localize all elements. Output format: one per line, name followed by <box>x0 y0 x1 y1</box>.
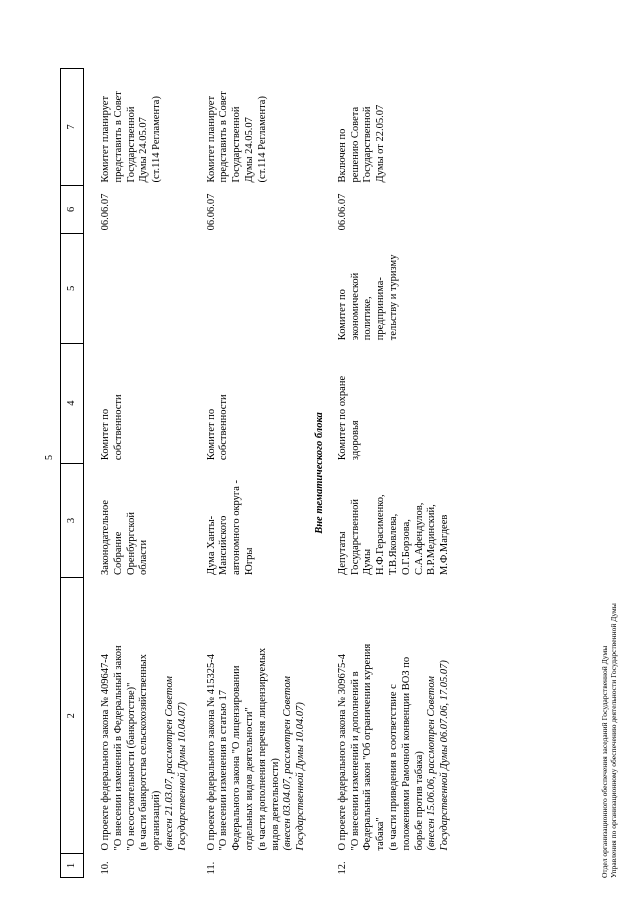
status-line: Государственной <box>231 106 243 183</box>
author-line: Государственной <box>349 499 361 575</box>
status-note <box>204 69 308 186</box>
status-line: Думы 24.05.07 <box>138 117 150 183</box>
author-line: Т.В.Яковлева, <box>387 513 399 575</box>
footer-line: Управления по организационному обеспечению деятельности Государственной Думы <box>609 603 619 878</box>
bill-title-line: отдельных видов деятельности" <box>243 707 255 851</box>
bill-title-line: (в части дополнения перечня лицензируемых <box>256 647 268 851</box>
spacer <box>84 69 99 878</box>
agenda-table <box>60 68 452 878</box>
status-note <box>335 69 452 186</box>
status-line: Государственной <box>362 106 374 183</box>
bill-note-line: (внесен 15.06.06, рассмотрен Советом <box>426 676 438 851</box>
responsible-committee <box>98 343 190 463</box>
bill-note-line: Государственной Думы 10.04.07) <box>295 702 307 851</box>
review-date: 06.06.07 <box>100 193 111 231</box>
column-header-7: 7 <box>61 69 84 186</box>
author-line: Югры <box>243 547 255 575</box>
cosponsor-line: предпринима- <box>375 277 387 341</box>
committee-line: здоровья <box>349 420 361 461</box>
status-line: решению Совета <box>349 106 361 183</box>
table-row <box>204 69 308 878</box>
bill-title <box>204 578 308 854</box>
author-line: С.А.Афендулов, <box>413 502 425 575</box>
co-executor-committee <box>335 233 452 343</box>
page-number: 5 <box>44 455 55 460</box>
committee-line: Комитет по охране <box>336 375 348 461</box>
status-line: представить в Совет <box>218 91 230 183</box>
bill-title-line: "О внесении изменений и дополнений в <box>349 671 361 851</box>
bill-title-line: "О внесении изменения в статью 17 <box>218 690 230 851</box>
author-line: автономного округа - <box>231 480 243 575</box>
bill-note-line: Государственной Думы 10.04.07) <box>176 702 188 851</box>
bill-author <box>335 463 452 578</box>
row-number: 11. <box>205 861 217 875</box>
column-header-6: 6 <box>61 185 84 233</box>
status-line: Комитет планирует <box>100 95 111 183</box>
bill-title-line: (в части приведения в соответствие с <box>387 684 399 851</box>
status-line: представить в Совет <box>112 91 124 183</box>
bill-title-line: О проекте федерального закона № 309675-4 <box>336 654 348 851</box>
cosponsor-line: политике, <box>362 296 374 341</box>
row-number: 12. <box>336 861 348 875</box>
co-executor-committee <box>204 233 308 343</box>
status-line: (ст.114 Регламента) <box>151 96 163 183</box>
bill-title-line: (в части банкротства сельскохозяйственных <box>138 654 150 851</box>
status-note <box>98 69 190 186</box>
responsible-committee <box>204 343 308 463</box>
column-header-4: 4 <box>61 343 84 463</box>
responsible-committee <box>335 343 452 463</box>
bill-title <box>98 578 190 854</box>
committee-line: собственности <box>218 394 230 461</box>
bill-author <box>98 463 190 578</box>
author-line: В.Р.Мединский, <box>426 504 438 575</box>
column-header-3: 3 <box>61 463 84 578</box>
column-number-header <box>61 69 84 878</box>
committee-line: собственности <box>112 394 124 461</box>
cosponsor-line: Комитет по <box>336 289 348 341</box>
author-line: Собрание <box>112 531 124 575</box>
column-header-2: 2 <box>61 578 84 854</box>
author-line: Думы <box>362 548 374 575</box>
block-heading: Вне тематического блока <box>313 412 325 534</box>
author-line: М.Ф.Магдеев <box>439 514 451 575</box>
author-line: О.Г.Борзова, <box>400 519 412 575</box>
bill-title <box>335 578 452 854</box>
bill-note-line: (внесен 03.04.07, рассмотрен Советом <box>282 676 294 851</box>
committee-line: Комитет по <box>100 408 111 461</box>
table-row <box>98 69 190 878</box>
bill-title-line: О проекте федерального закона № 415325-4 <box>205 654 217 851</box>
author-line: Н.Ф.Герасименко, <box>375 494 387 575</box>
column-header-5: 5 <box>61 233 84 343</box>
spacer <box>190 69 204 878</box>
bill-title-line: табака" <box>375 817 387 851</box>
cosponsor-line: экономической <box>349 272 361 341</box>
bill-title-line: О проекте федерального закона № 409647-4 <box>100 654 111 851</box>
column-header-1: 1 <box>61 854 84 878</box>
committee-line: Комитет по <box>205 408 217 461</box>
status-line: Думы 24.05.07 <box>243 117 255 183</box>
bill-title-line: положениями Рамочной конвенции ВОЗ по <box>400 656 412 851</box>
bill-note-line: (внесен 21.03.07, рассмотрен Советом <box>163 676 175 851</box>
bill-title-line: "О несостоятельности (банкротстве)" <box>125 682 137 851</box>
bill-title-line: Федеральный закон "Об ограничении курения <box>362 643 374 851</box>
author-line: Законодательное <box>100 499 111 575</box>
cosponsor-line: тельству и туризму <box>387 254 399 341</box>
bill-note-line: Государственной Думы 06.07.06, 17.05.07) <box>439 660 451 851</box>
author-line: Оренбургской <box>125 512 137 575</box>
bill-title-line: "О внесении изменений в Федеральный закон <box>112 645 124 851</box>
bill-title-line: Федерального закона "О лицензировании <box>231 665 243 851</box>
review-date: 06.06.07 <box>336 193 348 231</box>
review-date: 06.06.07 <box>205 193 217 231</box>
co-executor-committee <box>98 233 190 343</box>
author-line: Депутаты <box>336 531 348 575</box>
author-line: Дума Ханты- <box>205 515 217 575</box>
status-line: Включен по <box>336 128 348 183</box>
status-line: Комитет планирует <box>205 95 217 183</box>
author-line: области <box>138 539 150 575</box>
bill-author <box>204 463 308 578</box>
row-number: 10. <box>100 861 111 875</box>
table-row <box>335 69 452 878</box>
bill-title-line: борьбе против табака) <box>413 751 425 851</box>
status-line: Государственной <box>125 106 137 183</box>
bill-title-line: видов деятельности) <box>269 758 281 851</box>
footer-line: Отдел организационного обеспечения заседаний Государственной Думы <box>600 645 609 878</box>
block-heading-row <box>308 69 335 878</box>
document-footer <box>600 603 619 878</box>
bill-title-line: организаций) <box>151 790 163 851</box>
author-line: Мансийского <box>218 515 230 575</box>
status-line: Думы от 22.05.07 <box>375 104 387 183</box>
status-line: (ст.114 Регламента) <box>256 96 268 183</box>
